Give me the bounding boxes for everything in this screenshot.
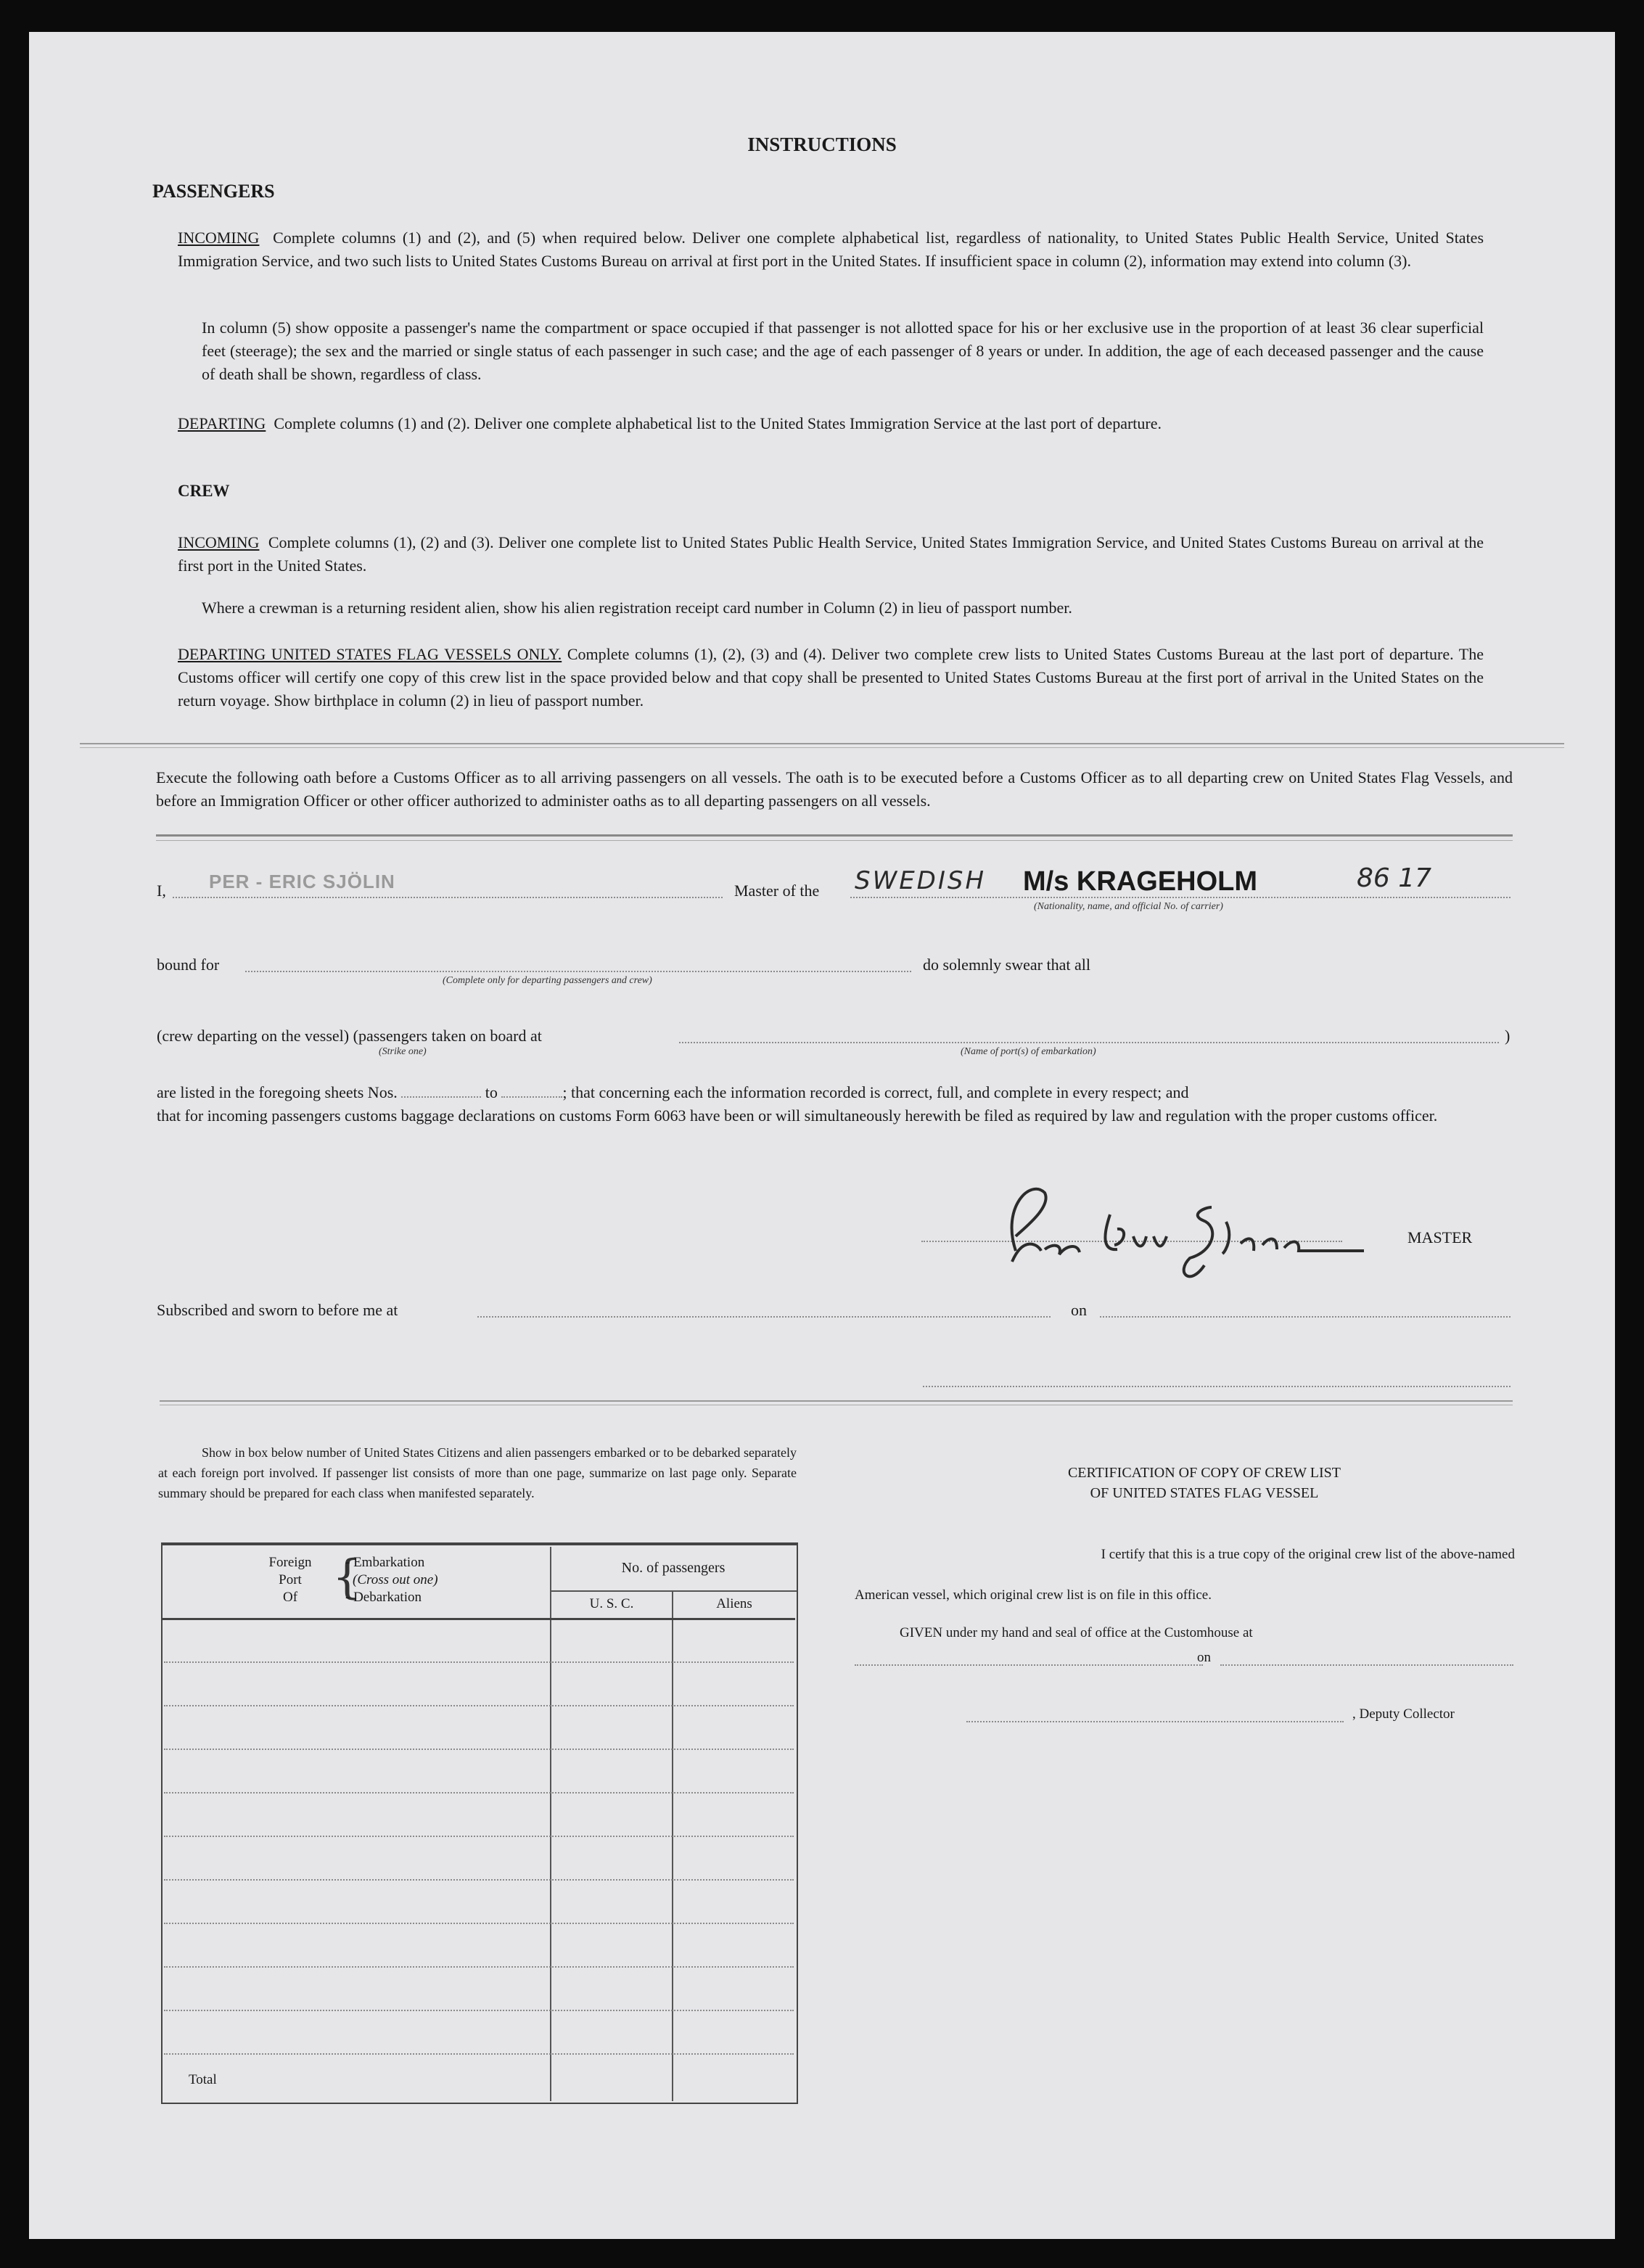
aliens-header: Aliens: [716, 1596, 752, 1611]
separator-rule: [80, 747, 1564, 748]
subscribed-label: Subscribed and sworn to before me at: [157, 1301, 398, 1319]
separator-rule: [156, 834, 1513, 837]
port-caption: (Name of port(s) of embarkation): [961, 1046, 1096, 1057]
officer-signature-line[interactable]: [923, 1386, 1511, 1387]
official-number-handwritten: 86 17: [1357, 863, 1432, 893]
total-label: Total: [189, 2072, 217, 2087]
page-title: INSTRUCTIONS: [747, 133, 897, 155]
master-name-stamp: PER - ERIC SJÖLIN: [209, 871, 395, 892]
sheet-from-dots[interactable]: [401, 1096, 481, 1098]
foreign-port-line-2: Port: [279, 1572, 302, 1587]
crew-departing-text: (crew departing on the vessel) (passengers taken on board at: [157, 1027, 542, 1045]
table-column-divider: [672, 1590, 673, 2101]
separator-rule: [156, 840, 1513, 841]
crew-departing-paragraph: [178, 643, 1484, 712]
master-name-line[interactable]: [173, 897, 723, 898]
crew-incoming-label: INCOMING: [178, 533, 260, 551]
oath-intro: Execute the following oath before a Customs Officer as to all arriving passengers on all vessels. The oath is to be executed before a Customs Officer as to all departing crew on United States Flag Vessels, and before an Immigration Officer or other officer authorized to administer oaths as to all departing passengers on all vessels.: [156, 768, 1513, 810]
table-row: [164, 2053, 794, 2055]
crew-incoming-text: Complete columns (1), (2) and (3). Deliver one complete list to United States Public Health Service, United States Immigration Service, and United States Customs Bureau on arrival at the first port in the United States.: [178, 533, 1484, 575]
table-subheader-rule: [550, 1590, 797, 1592]
table-row: [164, 1966, 794, 1968]
foreign-port-header: [247, 1554, 334, 1606]
table-row: [164, 1661, 794, 1663]
crew-resident-paragraph: Where a crewman is a returning resident alien, show his alien registration receipt card number in Column (2) in lieu of passport number.: [202, 599, 1072, 617]
master-of-label: Master of the: [734, 882, 820, 900]
passengers-incoming-paragraph: [178, 226, 1484, 273]
usc-header: U. S. C.: [589, 1596, 634, 1611]
listed-pre: are listed in the foregoing sheets Nos.: [157, 1083, 398, 1101]
table-row: [164, 1792, 794, 1794]
listed-to: to: [485, 1083, 498, 1101]
passenger-summary-table: [161, 1542, 798, 2104]
certification-date-line[interactable]: [1220, 1664, 1513, 1666]
certify-line-1: I certify that this is a true copy of the original crew list of the above-named: [1101, 1547, 1515, 1562]
subscribed-place-line[interactable]: [477, 1316, 1051, 1318]
passengers-incoming-label: INCOMING: [178, 229, 260, 247]
subscribed-date-line[interactable]: [1100, 1316, 1511, 1318]
embarkation-label: - Embarkation: [345, 1555, 425, 1570]
deputy-collector-label: , Deputy Collector: [1352, 1706, 1455, 1722]
carrier-caption: (Nationality, name, and official No. of carrier): [1034, 901, 1223, 912]
table-row: [164, 1879, 794, 1881]
table-row: [164, 1749, 794, 1750]
customhouse-line[interactable]: [855, 1664, 1203, 1666]
no-passengers-header: No. of passengers: [621, 1560, 726, 1576]
bound-for-line[interactable]: [245, 971, 911, 972]
brace: {: [332, 1550, 362, 1604]
given-text: GIVEN under my hand and seal of office at the Customhouse at: [900, 1625, 1253, 1640]
listed-rest: that for incoming passengers customs baggage declarations on customs Form 6063 have been or will simultaneously herewith be filed as required by law and regulation with the proper customs officer.: [157, 1106, 1438, 1125]
passengers-departing-text: Complete columns (1) and (2). Deliver one complete alphabetical list to the United States Immigration Service at the last port of departure.: [274, 414, 1162, 432]
crew-heading: CREW: [178, 482, 230, 500]
table-column-divider: [550, 1547, 551, 2101]
swear-text: do solemnly swear that all: [923, 956, 1090, 974]
passengers-departing-paragraph: [178, 412, 1484, 435]
form-sheet: [29, 32, 1615, 2239]
foreign-port-line-3: Of: [282, 1590, 298, 1605]
listed-post: ; that concerning each the information recorded is correct, full, and complete in every respect; and: [562, 1083, 1189, 1101]
table-row: [164, 1923, 794, 1924]
sheet-to-dots[interactable]: [501, 1096, 562, 1098]
passengers-departing-label: DEPARTING: [178, 414, 266, 432]
master-signature: [972, 1164, 1378, 1294]
nationality-handwritten: SWEDISH: [855, 866, 987, 895]
certification-title-line-2: OF UNITED STATES FLAG VESSEL: [1090, 1485, 1319, 1501]
i-label: I,: [157, 882, 166, 900]
separator-rule: [160, 1400, 1513, 1402]
certification-title-line-1: CERTIFICATION OF COPY OF CREW LIST: [1067, 1465, 1341, 1481]
vessel-name-stamp: M/s KRAGEHOLM: [1023, 866, 1257, 897]
column5-paragraph: In column (5) show opposite a passenger's name the compartment or space occupied if that passenger is not allotted space for his or her exclusive use in the proportion of at least 36 clear superficial feet (steerage); the sex and the married or single status of each passenger in such case; and the age of each passenger of 8 years or under. In addition, the age of each deceased passenger and the cause of death shall be shown, regardless of class.: [202, 319, 1484, 383]
certification-title: [900, 1463, 1509, 1503]
table-row: [164, 2010, 794, 2011]
passengers-incoming-text: Complete columns (1) and (2), and (5) when required below. Deliver one complete alphabetical list, regardless of nationality, to United States Public Health Service, United States Immigration Service, and two such lists to United States Customs Bureau on arrival at first port in the United States. If insufficient space in column (2), information may extend into column (3).: [178, 229, 1484, 270]
close-paren: ): [1505, 1027, 1511, 1045]
crew-incoming-paragraph: [178, 531, 1484, 578]
passengers-heading: PASSENGERS: [152, 181, 275, 202]
deputy-collector-line[interactable]: [966, 1721, 1344, 1722]
table-row: [164, 1705, 794, 1706]
bound-for-label: bound for: [157, 956, 220, 974]
table-header-rule: [163, 1618, 795, 1620]
certification-on-label: on: [1197, 1650, 1211, 1665]
listed-line-1: [157, 1081, 1513, 1104]
table-row: [164, 1836, 794, 1837]
summary-note: Show in box below number of United States Citizens and alien passengers embarked or to be debarked separately at each foreign port involved. If passenger list consists of more than one page, summarize on last page only. Separate summary should be prepared for each class when manifested separately.: [158, 1445, 797, 1500]
embark-options: [345, 1554, 438, 1606]
foreign-port-line-1: Foreign: [268, 1555, 312, 1570]
subscribed-on-label: on: [1071, 1301, 1087, 1319]
crew-departing-label: DEPARTING UNITED STATES FLAG VESSELS ONLY.: [178, 645, 562, 663]
certify-line-2: American vessel, which original crew list is on file in this office.: [855, 1587, 1212, 1603]
bound-for-caption: (Complete only for departing passengers and crew): [443, 975, 652, 986]
port-embarkation-line[interactable]: [679, 1042, 1499, 1043]
master-label: MASTER: [1407, 1228, 1473, 1246]
crew-departing-text: Complete columns (1), (2), (3) and (4). Deliver two complete crew lists to United States Customs Bureau at the last port of departure. The Customs officer will certify one copy of this crew list in the space provided below and that copy shall be presented to United States Customs Bureau at the first port of arrival in the United States on the return voyage. Show birthplace in column (2) in lieu of passport number.: [178, 645, 1484, 710]
debarkation-label: - Debarkation: [345, 1590, 422, 1605]
strike-one-caption: (Strike one): [379, 1046, 427, 1057]
separator-rule: [80, 743, 1564, 744]
cross-out-label: (Cross out one): [353, 1572, 438, 1587]
